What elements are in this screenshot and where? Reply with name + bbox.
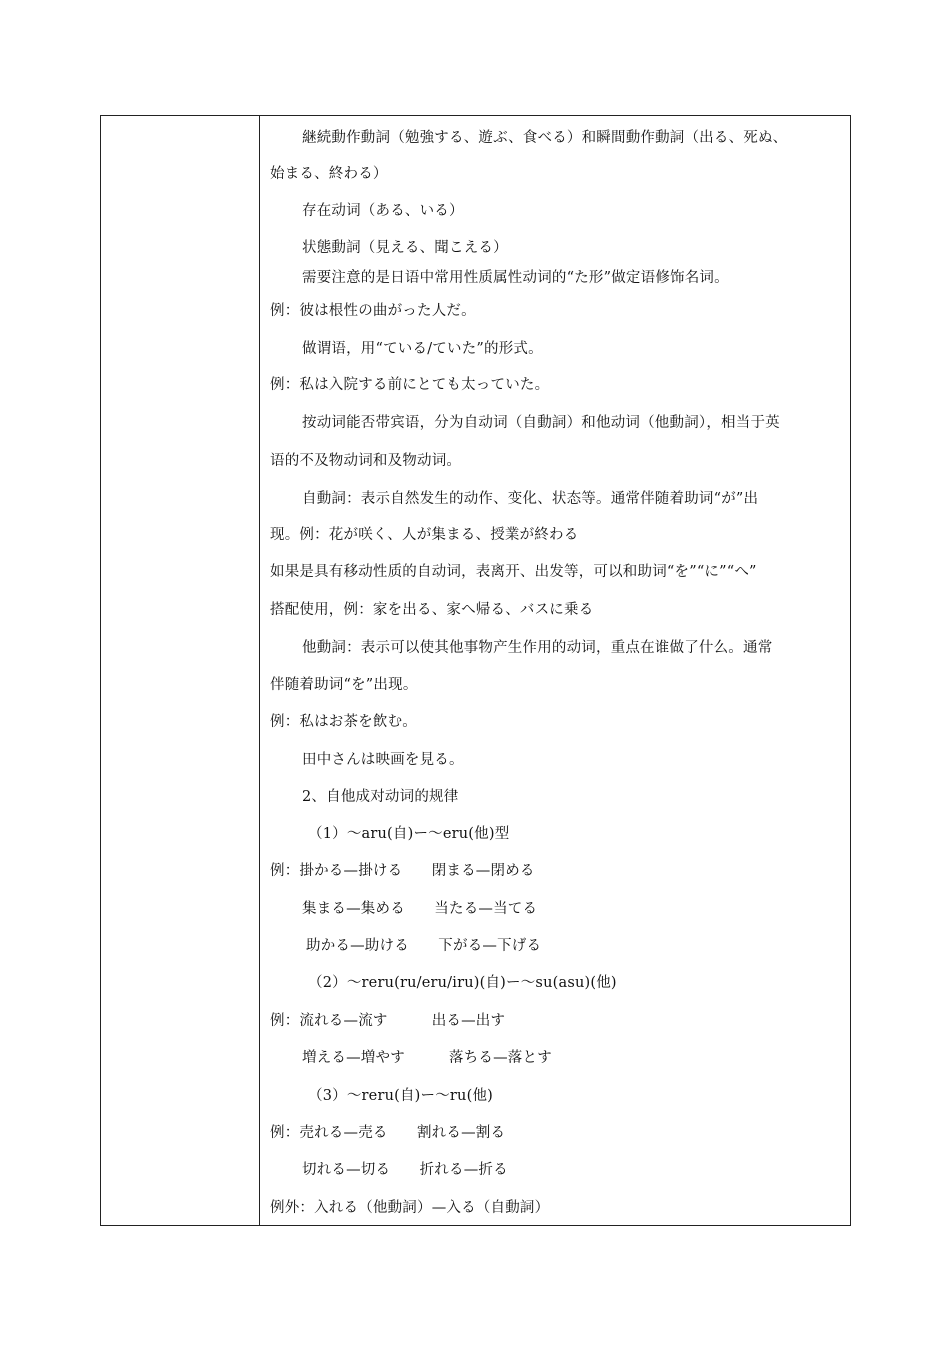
text-line: 例：掛かる—掛ける 閉まる—閉める <box>270 863 535 879</box>
text-line: 伴随着助词“を”出现。 <box>270 677 418 693</box>
text-line: （2）～reru(ru/eru/iru)(自)ー～su(asu)(他) <box>308 975 617 991</box>
text-line: 状態動詞（見える、聞こえる） <box>302 240 508 256</box>
text-line: 存在动词（ある、いる） <box>302 203 464 219</box>
text-line: 自動詞：表示自然发生的动作、变化、状态等。通常伴随着助词“が”出 <box>302 491 759 507</box>
text-line: 例外：入れる（他動詞）—入る（自動詞） <box>270 1200 550 1216</box>
table-right-column <box>260 116 850 1225</box>
text-line: 语的不及物动词和及物动词。 <box>270 453 462 469</box>
text-line: 切れる—切る 折れる—折る <box>302 1162 508 1178</box>
text-line: （1）～aru(自)ー～eru(他)型 <box>308 826 510 842</box>
text-line: 始まる、終わる） <box>270 166 388 182</box>
text-line: 按动词能否带宾语，分为自动词（自動詞）和他动词（他動詞），相当于英 <box>302 415 780 431</box>
text-line: 如果是具有移动性质的自动词，表离开、出发等，可以和助词“を”“に”“へ” <box>270 564 757 580</box>
content-table <box>100 115 851 1226</box>
text-line: 现。例：花が咲く、人が集まる、授業が終わる <box>270 527 579 543</box>
text-line: 搭配使用，例：家を出る、家へ帰る、バスに乗る <box>270 602 594 618</box>
text-line: 例：売れる—売る 割れる—割る <box>270 1125 506 1141</box>
text-line: 集まる—集める 当たる—当てる <box>302 901 538 917</box>
text-line: 増える—増やす 落ちる—落とす <box>302 1050 552 1066</box>
text-line: 2、自他成对动词的规律 <box>302 789 459 805</box>
text-line: 継続動作動詞（勉強する、遊ぶ、食べる）和瞬間動作動詞（出る、死ぬ、 <box>302 130 788 146</box>
text-line: 助かる—助ける 下がる—下げる <box>306 938 542 954</box>
text-line: 需要注意的是日语中常用性质属性动词的“た形”做定语修饰名词。 <box>302 270 729 286</box>
text-line: （3）～reru(自)ー～ru(他) <box>308 1088 494 1104</box>
text-line: 例：流れる—流す 出る—出す <box>270 1013 506 1029</box>
table-left-column <box>101 116 260 1225</box>
text-line: 他動詞：表示可以使其他事物产生作用的动词，重点在谁做了什么。通常 <box>302 640 773 656</box>
text-line: 例：彼は根性の曲がった人だ。 <box>270 303 476 319</box>
text-line: 例：私は入院する前にとても太っていた。 <box>270 377 550 393</box>
text-line: 做谓语，用“ている/ていた”的形式。 <box>302 341 543 357</box>
text-line: 例：私はお茶を飲む。 <box>270 714 417 730</box>
text-line: 田中さんは映画を見る。 <box>302 752 464 768</box>
